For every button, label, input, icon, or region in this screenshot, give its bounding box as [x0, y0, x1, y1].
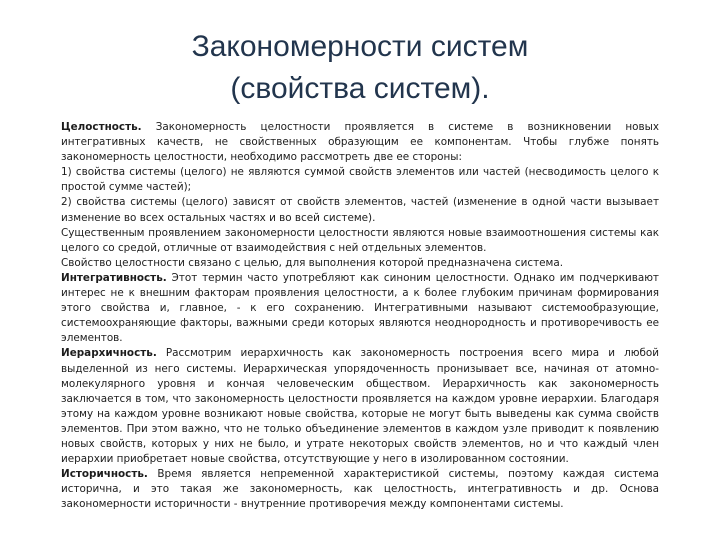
paragraph-integrativity [61, 271, 659, 346]
slide-body [61, 120, 659, 512]
term-integrativity: Интегративность. [61, 271, 167, 284]
paragraph-integrity [61, 120, 659, 165]
paragraph-environment [61, 226, 659, 256]
slide-title [60, 26, 660, 110]
paragraph-hierarchy [61, 346, 659, 467]
paragraph-purpose [61, 256, 659, 271]
term-hierarchy: Иерархичность. [61, 347, 157, 360]
paragraph-item-1 [61, 165, 659, 195]
term-historicity: Историчность. [61, 468, 148, 481]
paragraph-text: Существенным проявлением закономерности целостности являются новые взаимоотношения системы как целого со средой, отличные от взаимодействия с ней отдельных элементов. [61, 226, 659, 254]
term-integrity: Целостность. [61, 121, 142, 133]
paragraph-text: Рассмотрим иерархичность как закономерность построения всего мира и любой выделенной из него системы. Иерархическая упорядоченность пронизывает все, начиная от атомно-молекулярного уровня и кончая человеческим обществом. Иерархичность как закономерность заключается в том, что закономерность целостности проявляется на каждом уровне иерархии. Благодаря этому на каждом уровне возникают новые свойства, которые не могут быть выведены как сумма свойств элементов. При этом важно, что не только объединение элементов в каждом узле приводит к появлению новых свойств, которых у них не было, и утрате некоторых свойств элементов, но и что каждый член иерархии приобретает новые свойства, отсутствующие у него в изолированном состоянии. [61, 347, 659, 466]
paragraph-text: Этот термин часто употребляют как синоним целостности. Однако им подчеркивают интерес не к внешним факторам проявления целостности, а к более глубоким причинам формирования этого свойства и, главное, - к его сохранению. Интегративными называют системообразующие, системоохраняющие факторы, важными среди которых являются неоднородность и противоречивость ее элементов. [61, 271, 659, 345]
paragraph-text: Свойство целостности связано с целью, для выполнения которой предназначена система. [61, 256, 564, 269]
title-line-2: (свойства систем). [230, 72, 490, 105]
paragraph-historicity [61, 467, 659, 512]
paragraph-text: Время является непременной характеристикой системы, поэтому каждая система исторична, и это такая же закономерность, как целостность, интегративность и др. Основа закономерности историчности - внутренние противоречия между компонентами системы. [61, 468, 659, 511]
title-line-1: Закономерности систем [191, 30, 529, 63]
paragraph-text: Закономерность целостности проявляется в системе в возникновении новых интегративных качеств, не свойственных образующим ее компонентам. Чтобы глубже понять закономерность целостности, необходимо рассмотреть две ее стороны: [61, 121, 659, 164]
paragraph-text: 2) свойства системы (целого) зависят от свойств элементов, частей (изменение в одной части вызывает изменение во всех остальных частях и во всей системе). [61, 196, 659, 224]
paragraph-text: 1) свойства системы (целого) не являются суммой свойств элементов или частей (несводимость целого к простой сумме частей); [61, 166, 659, 194]
paragraph-item-2 [61, 195, 659, 225]
